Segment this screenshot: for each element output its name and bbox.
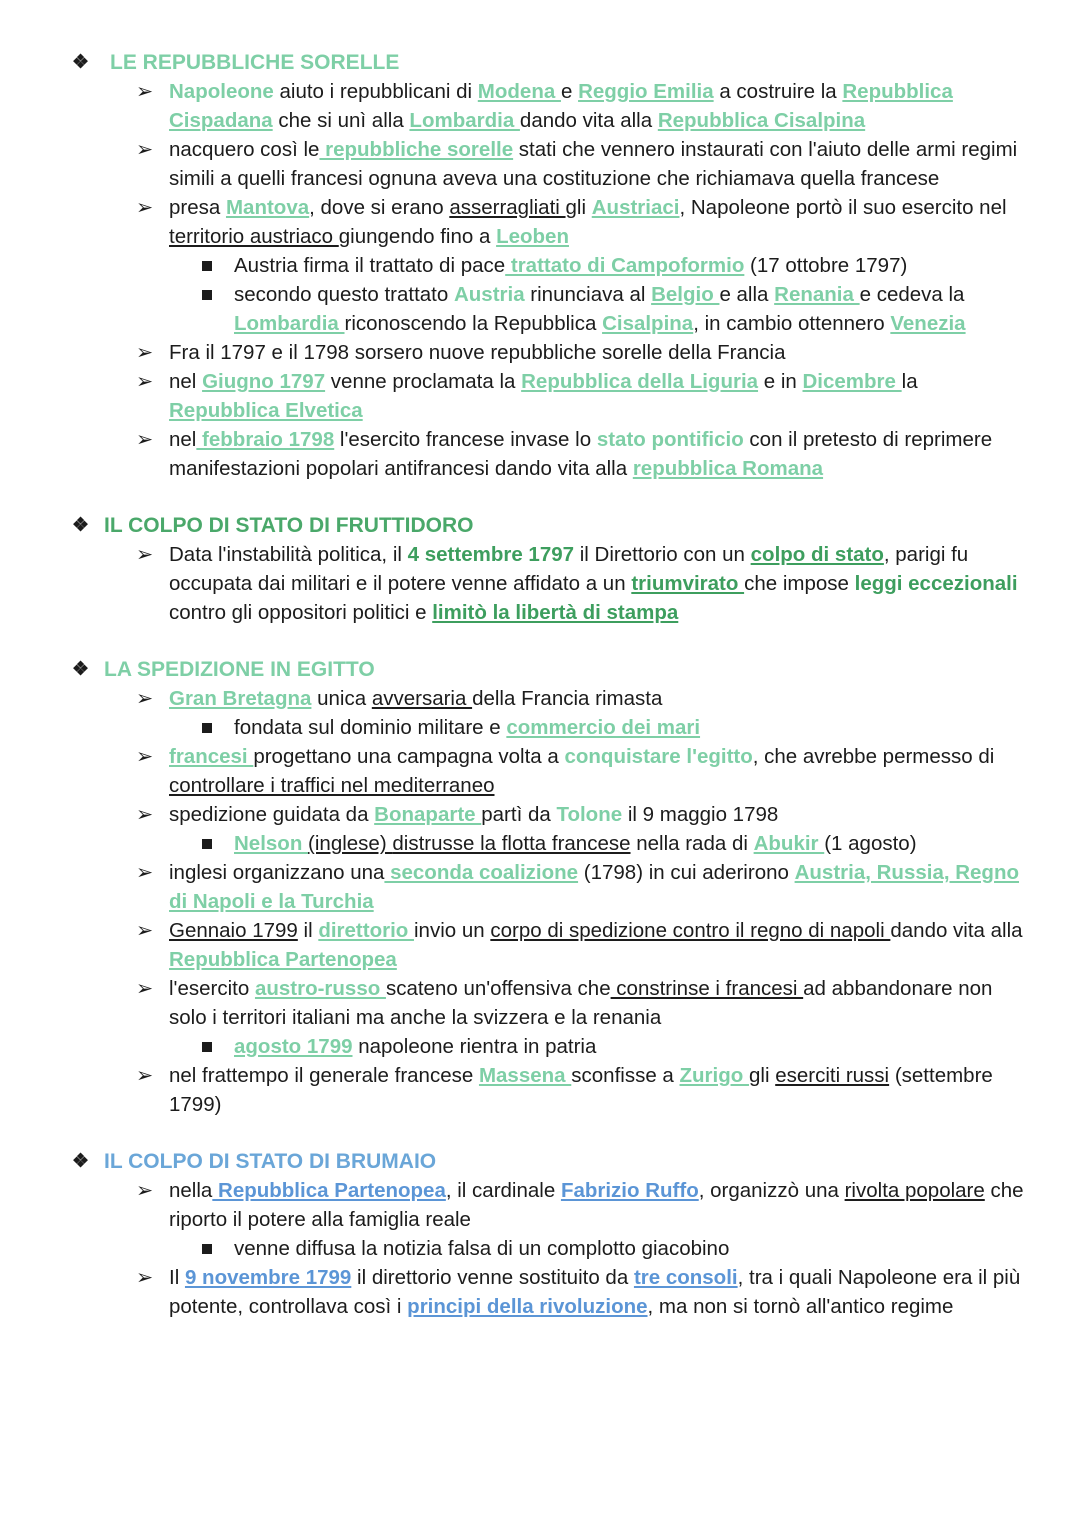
term-renania: Renania <box>774 283 860 306</box>
text: il direttorio venne sostituito da <box>351 1266 634 1289</box>
text: e <box>560 80 579 103</box>
arrow-bullet-icon: ➢ <box>136 196 154 219</box>
square-bullet-icon <box>202 261 212 271</box>
term-leoben: Leoben <box>496 225 569 248</box>
bullet-item <box>0 974 1080 1032</box>
bullet-item <box>0 684 1080 713</box>
text: nacquero così le <box>169 138 320 161</box>
term-austria: Austria <box>453 283 525 306</box>
term-fabrizio-ruffo: Fabrizio Ruffo <box>560 1179 699 1202</box>
text: inglesi organizzano una <box>169 861 385 884</box>
sub-bullet-item <box>0 713 1080 742</box>
text: e alla <box>719 283 775 306</box>
term-tolone: Tolone <box>556 803 623 826</box>
text: e in <box>758 370 803 393</box>
arrow-bullet-icon: ➢ <box>136 138 154 161</box>
bullet-item <box>0 77 1080 135</box>
term-repubblica-romana: repubblica Romana <box>632 457 824 480</box>
text: scateno un'offensiva che <box>385 977 611 1000</box>
term-repubbliche-sorelle: repubbliche sorelle <box>319 138 514 161</box>
arrow-bullet-icon: ➢ <box>136 1266 154 1289</box>
bullet-item <box>0 858 1080 916</box>
term-zurigo: Zurigo <box>679 1064 749 1087</box>
text: stati che vennero instaurati con l'aiuto delle armi regimi simili a quelli francesi ognuna aveva una costituzione che richiamava quella francese <box>169 138 1018 190</box>
bullet-item <box>0 193 1080 251</box>
text: nel <box>169 428 197 451</box>
text: fondata sul dominio militare e <box>234 716 507 739</box>
text: l'esercito <box>169 977 255 1000</box>
text: , il cardinale <box>445 1179 561 1202</box>
term-principi-rivoluzione: principi della rivoluzione <box>407 1295 648 1318</box>
bullet-item <box>0 742 1080 800</box>
text: riconoscendo la Repubblica <box>344 312 603 335</box>
underlined-text: (inglese) <box>308 832 393 855</box>
text: a costruire la <box>713 80 843 103</box>
text: , dove si erano <box>309 196 450 219</box>
text: Il <box>169 1266 185 1289</box>
term-commercio-dei-mari: commercio dei mari <box>506 716 701 739</box>
text: secondo questo trattato <box>234 283 454 306</box>
sub-bullet-item <box>0 251 1080 280</box>
underlined-text: avversaria <box>371 687 473 710</box>
text: che riporto il potere alla famiglia reale <box>169 1179 1024 1231</box>
bullet-item <box>0 1176 1080 1234</box>
text: invio un <box>413 919 491 942</box>
term-conquistare-egitto: conquistare l'egitto <box>564 745 753 768</box>
arrow-bullet-icon: ➢ <box>136 919 154 942</box>
term-gran-bretagna: Gran Bretagna <box>169 687 312 710</box>
arrow-bullet-icon: ➢ <box>136 1064 154 1087</box>
diamond-bullet-icon: ❖ <box>72 659 90 680</box>
bullet-item <box>0 540 1080 627</box>
arrow-bullet-icon: ➢ <box>136 745 154 768</box>
text: venne diffusa la notizia falsa di un complotto giacobino <box>234 1237 730 1260</box>
text: che si unì alla <box>272 109 410 132</box>
bullet-item <box>0 135 1080 193</box>
term-repubblica-elvetica: Repubblica Elvetica <box>169 399 363 422</box>
section-fruttidoro <box>0 511 1080 627</box>
text: , in cambio ottennero <box>693 312 891 335</box>
term-alleati: Austria, Russia, Regno di Napoli e la Turchia <box>169 861 1020 913</box>
text: (17 ottobre 1797) <box>744 254 908 277</box>
text: il Direttorio con un <box>574 543 751 566</box>
sub-bullet-item <box>0 1234 1080 1263</box>
text: , ma non si tornò all'antico regime <box>647 1295 954 1318</box>
text: presa <box>169 196 226 219</box>
text: unica <box>311 687 372 710</box>
arrow-bullet-icon: ➢ <box>136 977 154 1000</box>
arrow-bullet-icon: ➢ <box>136 861 154 884</box>
term-seconda-coalizione: seconda coalizione <box>384 861 579 884</box>
term-9-novembre-1799: 9 novembre 1799 <box>184 1266 352 1289</box>
section-title: IL COLPO DI STATO DI FRUTTIDORO <box>104 514 474 537</box>
section-brumaio <box>0 1147 1080 1321</box>
underlined-text: controllare i traffici nel mediterraneo <box>169 774 495 797</box>
text: nel <box>169 370 203 393</box>
text: nella rada di <box>630 832 754 855</box>
text: napoleone rientra in patria <box>352 1035 597 1058</box>
bullet-item <box>0 916 1080 974</box>
square-bullet-icon <box>202 1042 212 1052</box>
term-lombardia: Lombardia <box>409 109 520 132</box>
text: venne proclamata la <box>325 370 522 393</box>
term-repubblica-partenopea: Repubblica Partenopea <box>169 948 397 971</box>
bullet-item <box>0 367 1080 425</box>
term-colpo-di-stato: colpo di stato <box>750 543 884 566</box>
text: partì da <box>481 803 557 826</box>
term-abukir: Abukir <box>753 832 825 855</box>
term-stato-pontificio: stato pontificio <box>596 428 744 451</box>
text: Data l'instabilità politica, il <box>169 543 408 566</box>
term-massena: Massena <box>478 1064 572 1087</box>
term-modena: Modena <box>477 80 561 103</box>
term-febbraio-1798: febbraio 1798 <box>196 428 335 451</box>
text: (1 agosto) <box>824 832 917 855</box>
arrow-bullet-icon: ➢ <box>136 428 154 451</box>
text: della Francia rimasta <box>472 687 663 710</box>
text: con il pretesto di reprimere manifestazioni popolari antifrancesi dando vita alla <box>169 428 993 480</box>
underlined-text: territorio austriaco <box>169 225 339 248</box>
term-austro-russo: austro-russo <box>254 977 386 1000</box>
section-title: LE REPUBBLICHE SORELLE <box>110 51 400 74</box>
term-napoleone: Napoleone <box>169 80 274 103</box>
text: progettano una campagna volta a <box>253 745 565 768</box>
text: sconfisse a <box>571 1064 680 1087</box>
text: rinunciava al <box>524 283 652 306</box>
term-bonaparte: Bonaparte <box>374 803 482 826</box>
section-repubbliche-sorelle <box>0 48 1080 483</box>
arrow-bullet-icon: ➢ <box>136 687 154 710</box>
sub-bullet-item <box>0 829 1080 858</box>
term-lombardia: Lombardia <box>234 312 345 335</box>
term-cisalpina: Cisalpina <box>602 312 694 335</box>
term-repubblica-cispadana: Repubblica Cispadana <box>169 80 953 132</box>
arrow-bullet-icon: ➢ <box>136 803 154 826</box>
term-giugno-1797: Giugno 1797 <box>202 370 326 393</box>
arrow-bullet-icon: ➢ <box>136 80 154 103</box>
underlined-text: distrusse la flotta francese <box>392 832 631 855</box>
term-venezia: Venezia <box>890 312 966 335</box>
text: e cedeva la <box>859 283 965 306</box>
bullet-item <box>0 338 1080 367</box>
text: (1798) in cui aderirono <box>578 861 795 884</box>
section-title: LA SPEDIZIONE IN EGITTO <box>104 658 375 681</box>
text: nella <box>169 1179 213 1202</box>
term-triumvirato: triumvirato <box>631 572 745 595</box>
section-heading <box>0 655 1080 684</box>
arrow-bullet-icon: ➢ <box>136 1179 154 1202</box>
sub-bullet-item <box>0 1032 1080 1061</box>
term-campoformio: trattato di Campoformio <box>505 254 745 277</box>
text: aiuto i repubblicani di <box>273 80 478 103</box>
text: spedizione guidata da <box>169 803 375 826</box>
underlined-text: eserciti russi <box>775 1064 890 1087</box>
square-bullet-icon <box>202 723 212 733</box>
term-repubblica-liguria: Repubblica della Liguria <box>521 370 759 393</box>
term-francesi: francesi <box>169 745 254 768</box>
text: ad abbandonare non solo i territori italiani ma anche la svizzera e la renania <box>169 977 993 1029</box>
text: Fra il 1797 e il 1798 sorsero nuove repubbliche sorelle della Francia <box>169 341 786 364</box>
bullet-item <box>0 425 1080 483</box>
term-liberta-di-stampa: limitò la libertà di stampa <box>432 601 679 624</box>
diamond-bullet-icon: ❖ <box>72 1151 90 1172</box>
text: gli <box>565 196 592 219</box>
term-reggio-emilia: Reggio Emilia <box>578 80 714 103</box>
sub-bullet-item <box>0 280 1080 338</box>
text: , Napoleone portò il suo esercito nel <box>679 196 1007 219</box>
bullet-item <box>0 800 1080 829</box>
term-agosto-1799: agosto 1799 <box>234 1035 353 1058</box>
text: l'esercito francese invase lo <box>334 428 597 451</box>
diamond-bullet-icon: ❖ <box>72 52 90 73</box>
text: il 9 maggio 1798 <box>622 803 779 826</box>
underlined-text: constrinse i francesi <box>610 977 804 1000</box>
term-date: 4 settembre 1797 <box>407 543 575 566</box>
section-title: IL COLPO DI STATO DI BRUMAIO <box>104 1150 437 1173</box>
text: gli <box>748 1064 776 1087</box>
term-belgio: Belgio <box>651 283 720 306</box>
square-bullet-icon <box>202 1244 212 1254</box>
square-bullet-icon <box>202 839 212 849</box>
text: che impose <box>744 572 855 595</box>
term-repubblica-partenopea: Repubblica Partenopea <box>212 1179 446 1202</box>
bullet-item <box>0 1061 1080 1119</box>
term-tre-consoli: tre consoli <box>633 1266 738 1289</box>
text: , tra i quali Napoleone era il più potente, controllava così i <box>169 1266 1021 1318</box>
underlined-text: corpo di spedizione contro il regno di napoli <box>490 919 891 942</box>
term-austriaci: Austriaci <box>591 196 680 219</box>
underlined-text: rivolta popolare <box>844 1179 985 1202</box>
text: , organizzò una <box>698 1179 845 1202</box>
term-nelson: Nelson <box>234 832 309 855</box>
square-bullet-icon <box>202 290 212 300</box>
section-heading <box>0 511 1080 540</box>
underlined-text: Gennaio 1799 <box>169 919 298 942</box>
text: il <box>297 919 319 942</box>
term-direttorio: direttorio <box>318 919 414 942</box>
term-mantova: Mantova <box>225 196 310 219</box>
term-dicembre: Dicembre <box>802 370 902 393</box>
diamond-bullet-icon: ❖ <box>72 515 90 536</box>
text: Austria firma il trattato di pace <box>234 254 506 277</box>
section-spedizione-egitto <box>0 655 1080 1119</box>
arrow-bullet-icon: ➢ <box>136 370 154 393</box>
bullet-item <box>0 1263 1080 1321</box>
text: nel frattempo il generale francese <box>169 1064 479 1087</box>
text: la <box>901 370 918 393</box>
section-heading <box>0 48 1080 77</box>
text: , che avrebbe permesso di <box>752 745 995 768</box>
text: dando vita alla <box>890 919 1023 942</box>
text: (settembre 1799) <box>169 1064 993 1116</box>
arrow-bullet-icon: ➢ <box>136 543 154 566</box>
term-repubblica-cisalpina: Repubblica Cisalpina <box>657 109 866 132</box>
arrow-bullet-icon: ➢ <box>136 341 154 364</box>
section-heading <box>0 1147 1080 1176</box>
text: giungendo fino a <box>338 225 497 248</box>
text: , parigi fu occupata dai militari e il potere venne affidato a un <box>169 543 969 595</box>
text: contro gli oppositori politici e <box>169 601 433 624</box>
text: dando vita alla <box>519 109 658 132</box>
underlined-text: asserragliati <box>449 196 566 219</box>
notes-page <box>0 48 1080 1349</box>
term-leggi-eccezionali: leggi eccezionali <box>854 572 1018 595</box>
